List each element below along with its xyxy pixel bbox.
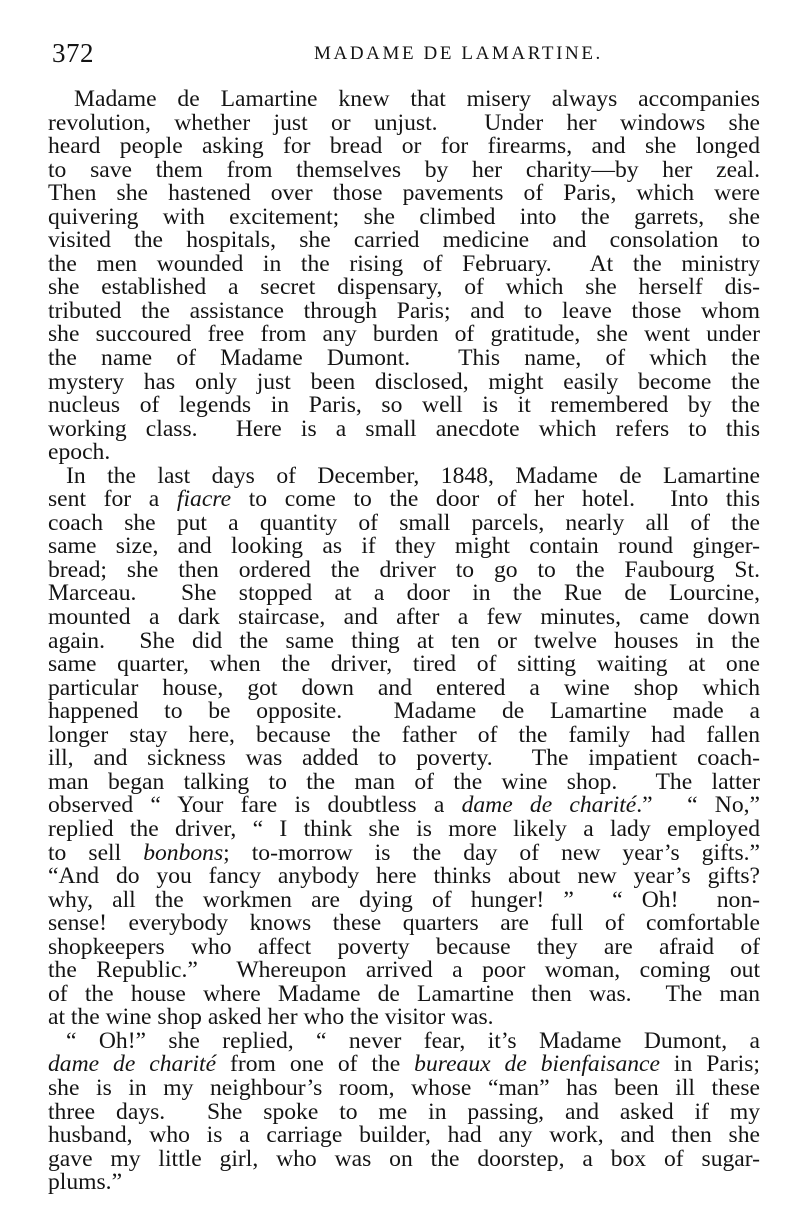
text-line: tributed the assistance through Paris; and to leave those whom	[48, 297, 760, 324]
text-line: to save them from themselves by her charity—by her zeal.	[48, 156, 760, 183]
text-line: husband, who is a carriage builder, had any work, and then she	[48, 1122, 760, 1149]
text-line: three days. She spoke to me in passing, and asked if my	[48, 1098, 760, 1125]
text-line: gave my little girl, who was on the doorstep, a box of sugar-	[48, 1145, 760, 1172]
text-line: the men wounded in the rising of February. At the ministry	[48, 250, 760, 277]
text-line: Then she hastened over those pavements of Paris, which were	[48, 180, 760, 207]
text-line: dame de charité from one of the bureaux de bienfaisance in Paris;	[48, 1051, 760, 1078]
text-line: quivering with excitement; she climbed into the garrets, she	[48, 203, 760, 230]
text-line: particular house, got down and entered a wine shop which	[48, 674, 760, 701]
text-line: of the house where Madame de Lamartine then was. The man	[48, 980, 760, 1007]
text-line: longer stay here, because the father of the family had fallen	[48, 721, 760, 748]
text-line: she is in my neighbour’s room, whose “man” has been ill these	[48, 1074, 760, 1101]
text-line: epoch.	[48, 439, 111, 466]
text-line: again. She did the same thing at ten or twelve houses in the	[48, 627, 760, 654]
text-line: plums.”	[48, 1169, 123, 1196]
text-line: Marceau. She stopped at a door in the Rue de Lourcine,	[48, 580, 760, 607]
text-line: heard people asking for bread or for firearms, and she longed	[48, 133, 760, 160]
text-line: revolution, whether just or unjust. Under her windows she	[48, 109, 760, 136]
text-line: “And do you fancy anybody here thinks about new year’s gifts?	[48, 863, 760, 890]
running-head	[52, 36, 750, 70]
text-line: she established a secret dispensary, of which she herself dis-	[48, 274, 760, 301]
text-line: happened to be opposite. Madame de Lamartine made a	[48, 698, 760, 725]
text-line: the name of Madame Dumont. This name, of which the	[48, 345, 760, 372]
text-line: mystery has only just been disclosed, might easily become the	[48, 368, 760, 395]
text-line: Madame de Lamartine knew that misery always accompanies	[74, 86, 760, 112]
text-line: same quarter, when the driver, tired of sitting waiting at one	[48, 651, 760, 678]
text-line: why, all the workmen are dying of hunger! ” “ Oh! non-	[48, 886, 760, 913]
text-line: visited the hospitals, she carried medicine and consolation to	[48, 227, 760, 254]
text-line: coach she put a quantity of small parcels, nearly all of the	[48, 509, 760, 536]
text-line: bread; she then ordered the driver to go to the Faubourg St.	[48, 556, 760, 583]
running-title: MADAME DE LAMARTINE.	[314, 43, 603, 64]
text-line: sent for a fiacre to come to the door of her hotel. Into this	[48, 486, 760, 513]
text-line: ill, and sickness was added to poverty. The impatient coach-	[48, 745, 760, 772]
text-line: In the last days of December, 1848, Madame de Lamartine	[66, 462, 760, 489]
text-line: mounted a dark staircase, and after a few minutes, came down	[48, 604, 760, 631]
text-line: “ Oh!” she replied, “ never fear, it’s Madame Dumont, a	[66, 1027, 760, 1054]
text-line: she succoured free from any burden of gratitude, she went under	[48, 321, 760, 348]
page-number: 372	[52, 38, 94, 68]
body-text	[48, 88, 760, 1195]
text-line: man began talking to the man of the wine shop. The latter	[48, 768, 760, 795]
text-line: to sell bonbons; to-morrow is the day of new year’s gifts.”	[48, 839, 760, 866]
text-line: same size, and looking as if they might contain round ginger-	[48, 533, 760, 560]
text-line: shopkeepers who affect poverty because they are afraid of	[48, 933, 760, 960]
text-line: nucleus of legends in Paris, so well is it remembered by the	[48, 392, 760, 419]
text-line: observed “ Your fare is doubtless a dame de charité.” “ No,”	[48, 792, 761, 819]
text-line: at the wine shop asked her who the visitor was.	[48, 1004, 494, 1031]
text-line: the Republic.” Whereupon arrived a poor woman, coming out	[48, 957, 760, 984]
text-line: working class. Here is a small anecdote which refers to this	[48, 415, 760, 442]
text-line: replied the driver, “ I think she is more likely a lady employed	[48, 815, 760, 842]
text-line: sense! everybody knows these quarters are full of comfortable	[48, 910, 760, 937]
